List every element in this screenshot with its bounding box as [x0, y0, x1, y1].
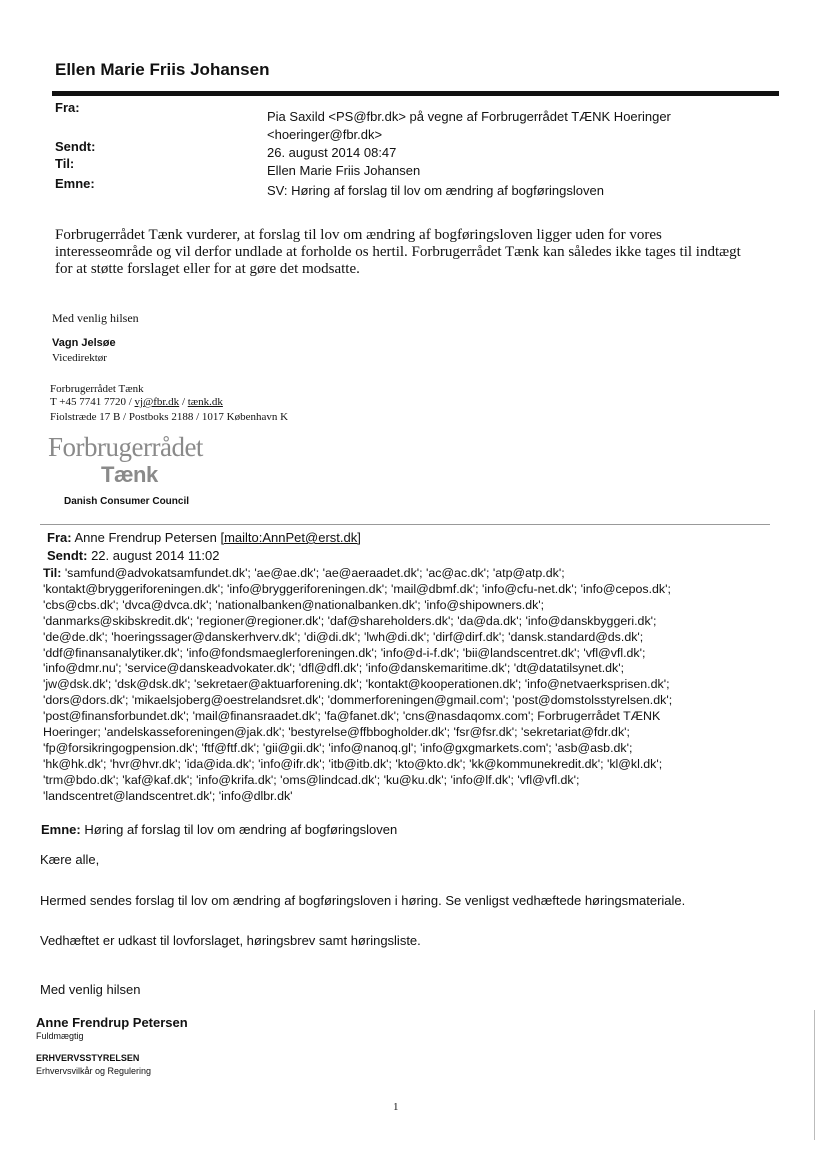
header-rule	[52, 91, 779, 96]
forward-to-first: 'samfund@advokatsamfundet.dk'; 'ae@ae.dk'; 'ae@aeraadet.dk'; 'ac@ac.dk'; 'atp@atp.dk';	[64, 566, 565, 580]
forward-paragraph-1: Hermed sendes forslag til lov om ændring af bogføringsloven i høring. Se venligst vedhæftede høringsmateriale.	[40, 893, 686, 908]
forward-paragraph-2: Vedhæftet er udkast til lovforslaget, høringsbrev samt høringsliste.	[40, 933, 421, 948]
reply-website-link[interactable]: tænk.dk	[187, 396, 223, 408]
forward-recipients	[43, 566, 813, 805]
forward-from-mailto-link[interactable]: [mailto:AnnPet@erst.dk]	[220, 530, 361, 545]
reply-signer-name: Vagn Jelsøe	[52, 337, 116, 349]
forward-from-value: Anne Frendrup Petersen	[74, 530, 217, 545]
reply-body: Forbrugerrådet Tænk vurderer, at forslag til lov om ændring af bogføringsloven ligger uden for vores interesseområde og vil derfor undlade at forholde os hertil. Forbrugerrådet Tænk kan således ikke tages til indtægt for at støtte forslaget eller for at gøre det modsatte.	[55, 227, 741, 277]
forward-sent-value: 22. august 2014 11:02	[91, 548, 220, 563]
recipient-line: 'hk@hk.dk'; 'hvr@hvr.dk'; 'ida@ida.dk'; 'info@ifr.dk'; 'itb@itb.dk'; 'kto@kto.dk'; 'kk@kommunekredit.dk'; 'kl@kl.dk';	[43, 756, 663, 771]
recipient-line: 'landscentret@landscentret.dk'; 'info@dlbr.dk'	[43, 788, 293, 803]
recipient-line: 'cbs@cbs.dk'; 'dvca@dvca.dk'; 'nationalbanken@nationalbanken.dk'; 'info@shipowners.dk';	[43, 597, 545, 612]
to-value: Ellen Marie Friis Johansen	[267, 163, 421, 178]
scan-edge-mark	[814, 1010, 815, 1140]
recipient-line: 'post@finansforbundet.dk'; 'mail@finansraadet.dk'; 'fa@fanet.dk'; 'cns@nasdaqomx.com'; Forbrugerrådet TÆNK	[43, 709, 661, 724]
sent-value: 26. august 2014 08:47	[267, 145, 397, 160]
recipient-line: 'trm@bdo.dk'; 'kaf@kaf.dk'; 'info@krifa.dk'; 'oms@lindcad.dk'; 'ku@ku.dk'; 'info@lf.dk'; 'vfl@vfl.dk';	[43, 772, 580, 787]
forward-from-line	[47, 530, 361, 546]
recipient-line: 'fp@forsikringogpension.dk'; 'ftf@ftf.dk'; 'gii@gii.dk'; 'info@nanoq.gl'; 'info@gxgmarkets.com'; 'asb@asb.dk';	[43, 740, 633, 755]
page-number: 1	[393, 1101, 399, 1113]
forward-organization: ERHVERVSSTYRELSEN	[36, 1053, 140, 1063]
recipient-line: 'de@de.dk'; 'hoeringssager@danskerhverv.dk'; 'di@di.dk'; 'lwh@di.dk'; 'dirf@dirf.dk'; 'dansk.standard@ds.dk';	[43, 629, 644, 644]
subject-value: SV: Høring af forslag til lov om ændring af bogføringsloven	[267, 183, 604, 198]
recipient-line: 'dors@dors.dk'; 'mikaelsjoberg@oestrelandsret.dk'; 'dommerforeningen@gmail.com'; 'post@domstolsstyrelsen.dk';	[43, 693, 673, 708]
reply-signer-title: Vicedirektør	[52, 352, 107, 364]
forward-subject-value: Høring af forslag til lov om ændring af bogføringsloven	[84, 822, 398, 837]
recipient-line: 'danmarks@skibskredit.dk'; 'regioner@regioner.dk'; 'daf@shareholders.dk'; 'da@da.dk'; 'info@danskbyggeri.dk';	[43, 613, 657, 628]
forward-subject-line	[41, 822, 397, 838]
forward-sent-line	[47, 548, 220, 564]
logo-sub-wordmark: Tænk	[101, 462, 158, 487]
forward-signer-name: Anne Frendrup Petersen	[36, 1015, 188, 1030]
forward-subject-label: Emne:	[41, 822, 81, 837]
recipient-line: 'ddf@finansanalytiker.dk'; 'info@fondsmaeglerforeningen.dk'; 'info@d-i-f.dk'; 'bii@landscentret.dk'; 'vfl@vfl.dk';	[43, 645, 646, 660]
reply-contact-line	[50, 396, 223, 408]
reply-contact-separator: /	[181, 396, 185, 408]
reply-organization: Forbrugerrådet Tænk	[50, 383, 144, 395]
subject-label: Emne:	[55, 176, 95, 191]
forward-signer-title: Fuldmægtig	[36, 1031, 84, 1041]
reply-email-link[interactable]: vj@fbr.dk	[134, 396, 180, 408]
forward-to-label: Til:	[43, 566, 62, 580]
recipient-line: 'kontakt@bryggeriforeningen.dk'; 'info@bryggeriforeningen.dk'; 'mail@dbmf.dk'; 'info@cfu-net.dk'; 'info@cepos.dk';	[43, 581, 671, 596]
forward-greeting: Med venlig hilsen	[40, 982, 141, 997]
to-label: Til:	[55, 156, 75, 171]
forward-sent-label: Sendt:	[47, 548, 88, 563]
reply-address: Fiolstræde 17 B / Postboks 2188 / 1017 København K	[50, 411, 289, 423]
recipient-line: 'info@dmr.nu'; 'service@danskeadvokater.dk'; 'dfl@dfl.dk'; 'info@danskemaritime.dk'; 'dt@datatilsynet.dk';	[43, 661, 625, 676]
from-value: Pia Saxild <PS@fbr.dk> på vegne af Forbrugerrådet TÆNK Hoeringer <hoeringer@fbr.dk>	[267, 109, 671, 142]
forward-to-line	[43, 566, 813, 582]
forward-from-label: Fra:	[47, 530, 72, 545]
forward-unit: Erhvervsvilkår og Regulering	[36, 1066, 152, 1076]
recipient-line: Hoeringer; 'andelskasseforeningen@jak.dk'; 'bestyrelse@ffbbogholder.dk'; 'fsr@fsr.dk'; 'sekretariat@fdr.dk';	[43, 725, 630, 740]
forward-divider	[40, 524, 770, 525]
logo-wordmark: Forbrugerrådet	[48, 432, 203, 462]
reply-phone: T +45 7741 7720 /	[50, 396, 132, 408]
sent-label: Sendt:	[55, 139, 96, 154]
logo-tagline: Danish Consumer Council	[64, 496, 190, 507]
forward-salutation: Kære alle,	[40, 852, 100, 867]
reply-greeting: Med venlig hilsen	[52, 311, 139, 325]
document-owner-name: Ellen Marie Friis Johansen	[55, 60, 270, 79]
recipient-line: 'jw@dsk.dk'; 'dsk@dsk.dk'; 'sekretaer@aktuarforening.dk'; 'kontakt@kooperationen.dk'; 'info@netvaerksprisen.dk';	[43, 677, 670, 692]
from-label: Fra:	[55, 100, 80, 115]
